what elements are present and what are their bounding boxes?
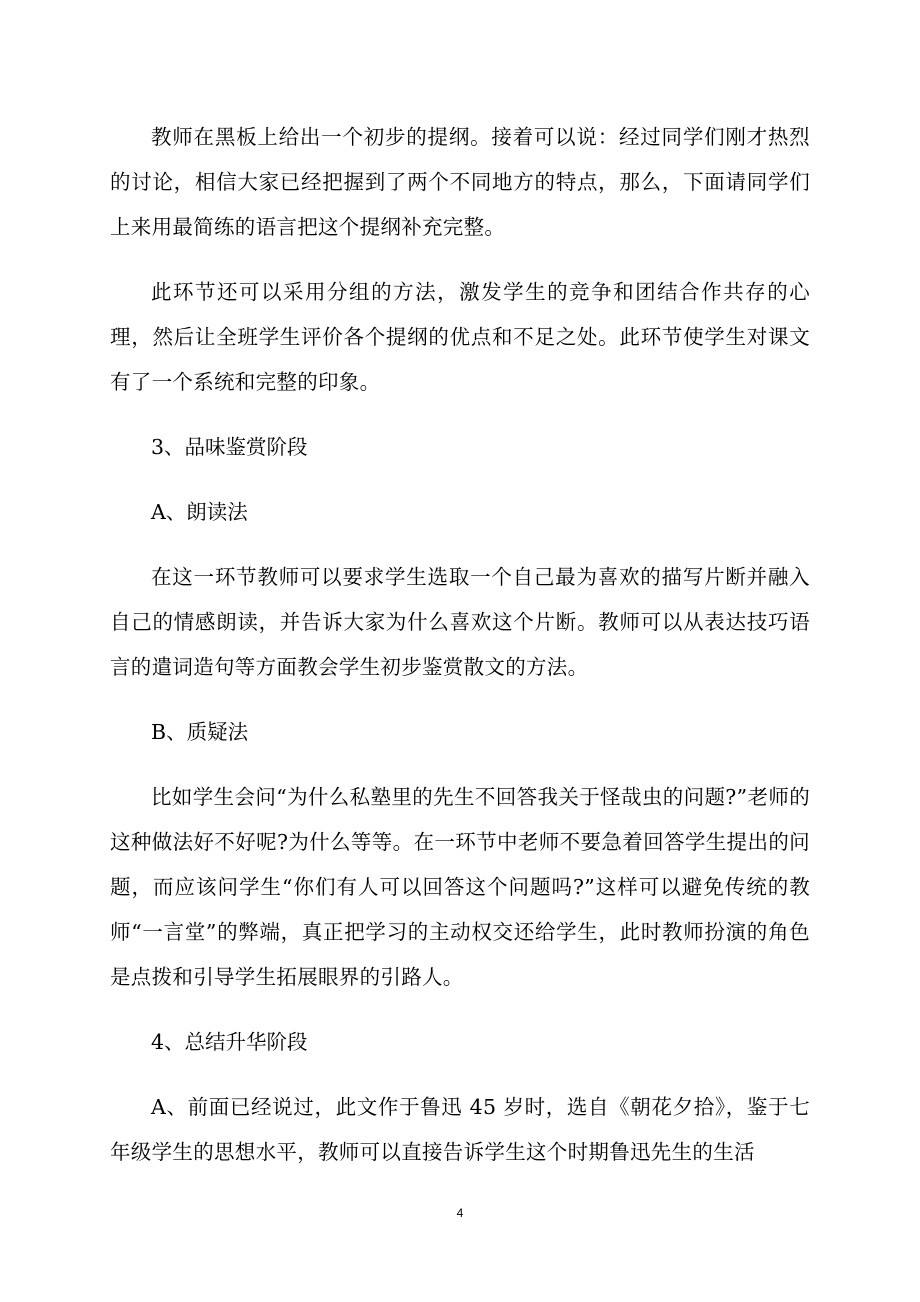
document-body bbox=[110, 115, 810, 1195]
paragraph-outline-intro: 教师在黑板上给出一个初步的提纲。接着可以说：经过同学们刚才热烈的讨论，相信大家已经把握到了两个不同地方的特点，那么，下面请同学们上来用最简练的语言把这个提纲补充完整。 bbox=[110, 125, 810, 239]
paragraph-reading-method: 在这一环节教师可以要求学生选取一个自己最为喜欢的描写片断并融入自己的情感朗读，并告诉大家为什么喜欢这个片断。教师可以从表达技巧语言的遣词造句等方面教会学生初步鉴赏散文的方法。 bbox=[110, 565, 810, 679]
subheading-reading-method: A、朗读法 bbox=[151, 500, 248, 524]
paragraph-summary: A、前面已经说过，此文作于鲁迅 45 岁时，选自《朝花夕拾》，鉴于七年级学生的思想水平，教师可以直接告诉学生这个时期鲁迅先生的生活 bbox=[110, 1095, 810, 1164]
subheading-questioning-method: B、质疑法 bbox=[151, 720, 249, 744]
section-heading-summary: 4、总结升华阶段 bbox=[151, 1030, 308, 1054]
paragraph-group-method: 此环节还可以采用分组的方法，激发学生的竞争和团结合作共存的心理，然后让全班学生评价各个提纲的优点和不足之处。此环节使学生对课文有了一个系统和完整的印象。 bbox=[110, 280, 810, 394]
paragraph-questioning-method: 比如学生会问“为什么私塾里的先生不回答我关于怪哉虫的问题?”老师的这种做法好不好呢?为什么等等。在一环节中老师不要急着回答学生提出的问题，而应该问学生“你们有人可以回答这个问题吗?”这样可以避免传统的教师“一言堂”的弊端，真正把学习的主动权交还给学生，此时教师扮演的角色是点拨和引导学生拓展眼界的引路人。 bbox=[110, 785, 810, 989]
section-heading-appreciation: 3、品味鉴赏阶段 bbox=[151, 435, 308, 459]
page-number: 4 bbox=[456, 1206, 464, 1220]
